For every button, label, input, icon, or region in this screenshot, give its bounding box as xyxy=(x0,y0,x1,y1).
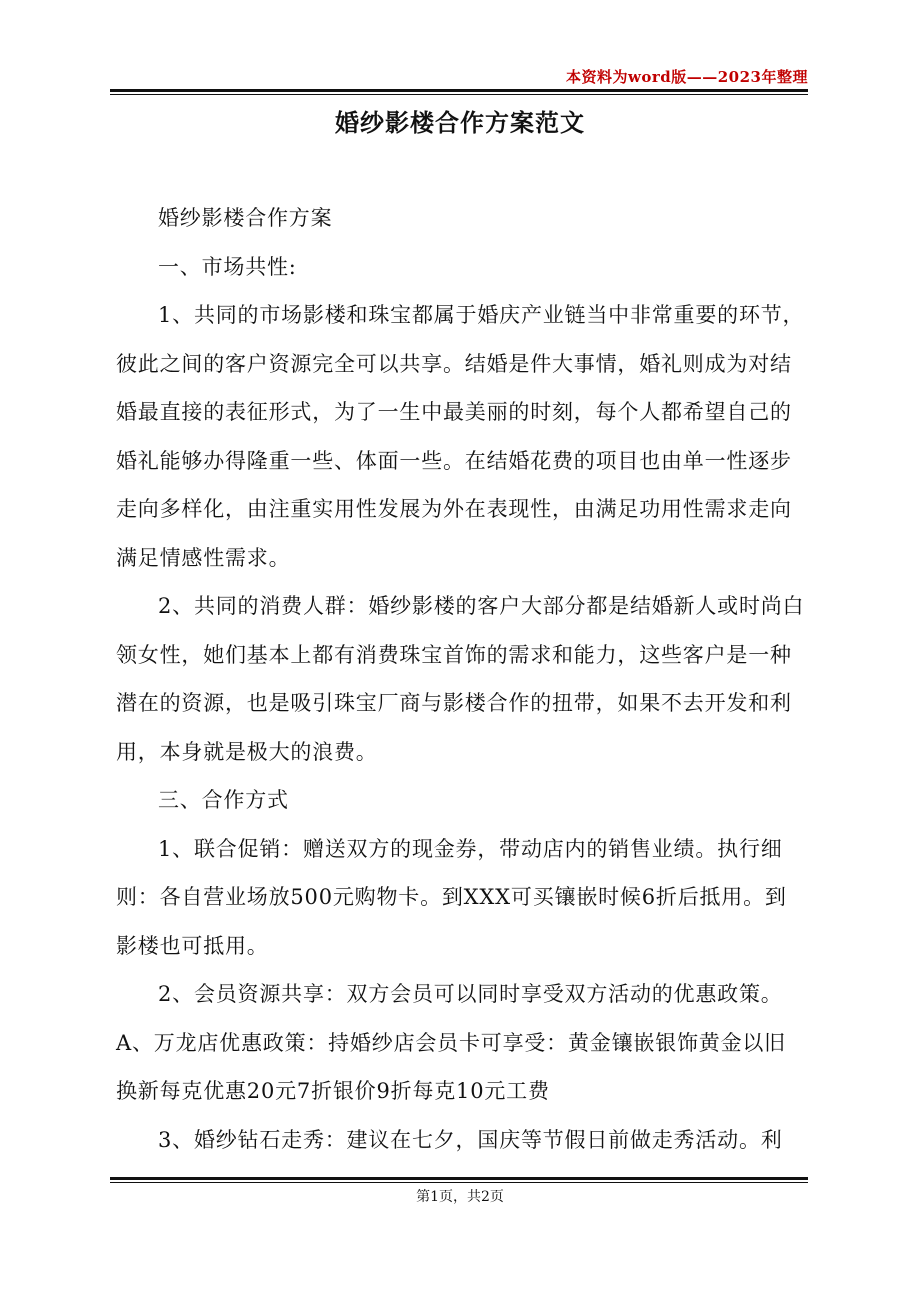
paragraph-heading: 婚纱影楼合作方案 xyxy=(158,206,333,230)
footer-rule-thin xyxy=(110,1182,808,1183)
header-note: 本资料为word版——2023年整理 xyxy=(565,68,808,86)
paragraph: A、万龙店优惠政策：持婚纱店会员卡可享受：黄金镶嵌银饰黄金以旧换新每克优惠20元7折银价9折每克10元工费 xyxy=(116,1030,786,1103)
paragraph: 1、共同的市场影楼和珠宝都属于婚庆产业链当中非常重要的环节，彼此之间的客户资源完全可以共享。结婚是件大事情，婚礼则成为对结婚最直接的表征形式，为了一生中最美丽的时刻，每个人都希望自己的婚礼能够办得隆重一些、体面一些。在结婚花费的项目也由单一性逐步走向多样化，由注重实用性发展为外在表现性，由满足功用性需求走向满足情感性需求。 xyxy=(116,303,805,570)
page-number: 第1页，共2页 xyxy=(416,1189,504,1205)
document-body xyxy=(116,194,806,1164)
paragraph: 3、婚纱钻石走秀：建议在七夕，国庆等节假日前做走秀活动。利 xyxy=(158,1127,783,1152)
paragraph-section-1: 一、市场共性: xyxy=(158,254,297,279)
paragraph: 2、共同的消费人群：婚纱影楼的客户大部分都是结婚新人或时尚白领女性，她们基本上都有消费珠宝首饰的需求和能力，这些客户是一种潜在的资源，也是吸引珠宝厂商与影楼合作的扭带，如果不去开发和利用，本身就是极大的浪费。 xyxy=(116,594,805,764)
paragraph-section-3: 三、合作方式 xyxy=(158,788,289,812)
footer-rule-thick xyxy=(110,1177,808,1180)
page-title: 婚纱影楼合作方案范文 xyxy=(335,108,585,137)
paragraph: 1、联合促销：赠送双方的现金券，带动店内的销售业绩。执行细则：各自营业场放500元购物卡。到XXX可买镶嵌时候6折后抵用。到影楼也可抵用。 xyxy=(116,836,787,958)
paragraph: 2、会员资源共享：双方会员可以同时享受双方活动的优惠政策。 xyxy=(158,982,783,1006)
header-rule-thick xyxy=(110,89,808,92)
header-rule-thin xyxy=(110,94,808,95)
